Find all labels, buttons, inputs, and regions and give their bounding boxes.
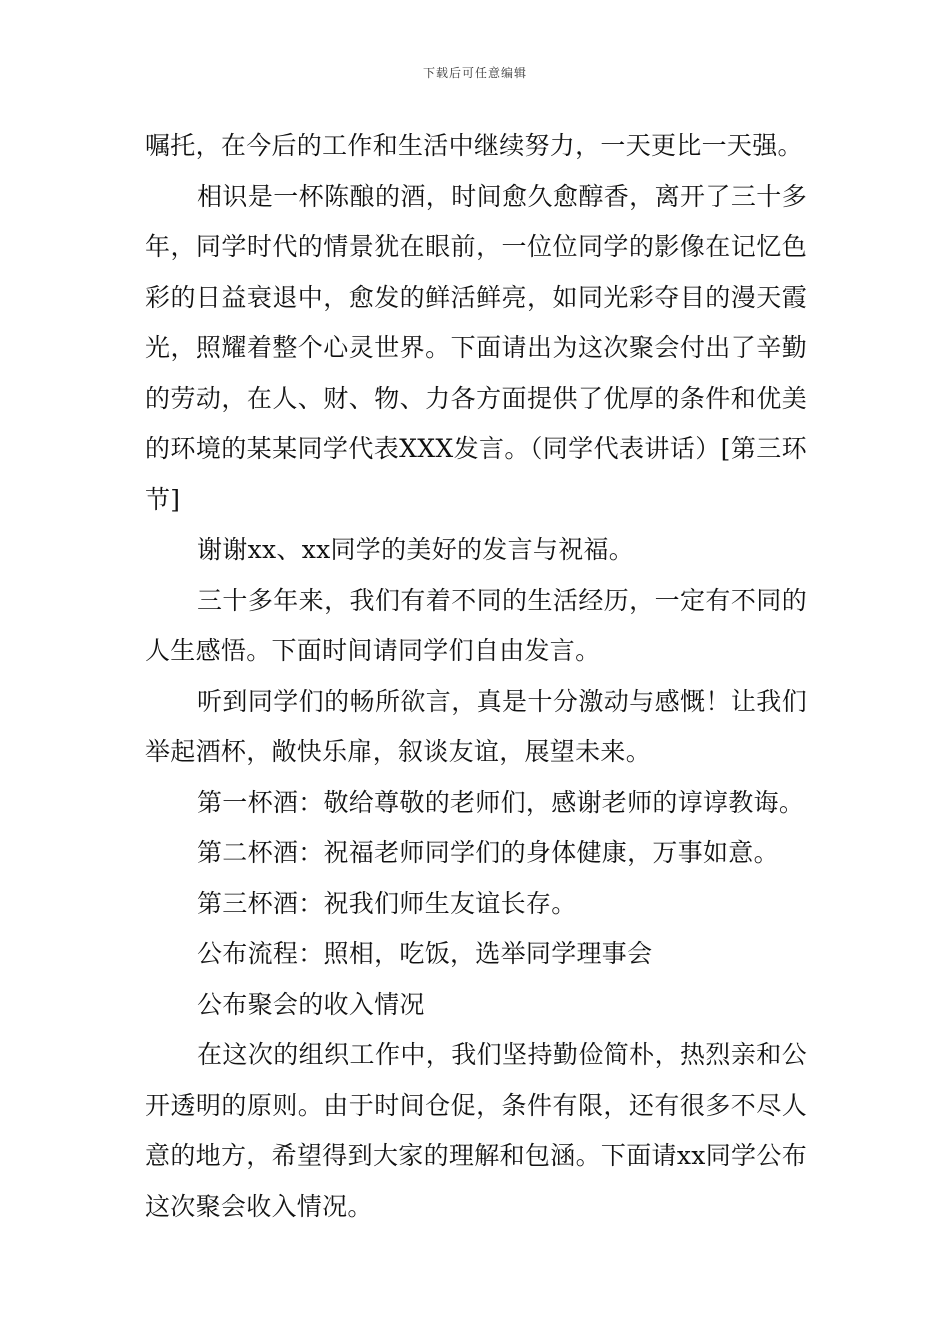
paragraph: 第三杯酒：祝我们师生友谊长存。 <box>197 888 577 918</box>
document-body <box>145 121 807 1232</box>
paragraph: 三十多年来，我们有着不同的生活经历，一定有不同的人生感悟。下面时间请同学们自由发言。 <box>145 585 807 665</box>
paragraph: 谢谢xx、xx同学的美好的发言与祝福。 <box>197 535 635 564</box>
paragraph: 听到同学们的畅所欲言，真是十分激动与感慨！让我们举起酒杯，敞快乐扉，叙谈友谊，展望未来。 <box>145 686 807 766</box>
paragraph: 公布流程：照相，吃饭，选举同学理事会 <box>197 939 653 968</box>
paragraph: 嘱托，在今后的工作和生活中继续努力，一天更比一天强。 <box>145 131 803 160</box>
paragraph: 第二杯酒：祝福老师同学们的身体健康，万事如意。 <box>197 838 779 867</box>
paragraph: 公布聚会的收入情况 <box>197 989 425 1019</box>
paragraph: 相识是一杯陈酿的酒，时间愈久愈醇香，离开了三十多年，同学时代的情景犹在眼前，一位位同学的影像在记忆色彩的日益衰退中，愈发的鲜活鲜亮，如同光彩夺目的漫天霞光，照耀着整个心灵世界。下面请出为这次聚会付出了辛勤的劳动，在人、财、物、力各方面提供了优厚的条件和优美的环境的某某同学代表XXX发言。（同学代表讲话）[第三环节] <box>145 181 807 514</box>
paragraph: 在这次的组织工作中，我们坚持勤俭简朴，热烈亲和公开透明的原则。由于时间仓促，条件有限，还有很多不尽人意的地方，希望得到大家的理解和包涵。下面请xx同学公布这次聚会收入情况。 <box>145 1040 807 1221</box>
page-header-note: 下载后可任意编辑 <box>422 66 527 80</box>
paragraph: 第一杯酒：敬给尊敬的老师们，感谢老师的谆谆教诲。 <box>197 787 805 817</box>
